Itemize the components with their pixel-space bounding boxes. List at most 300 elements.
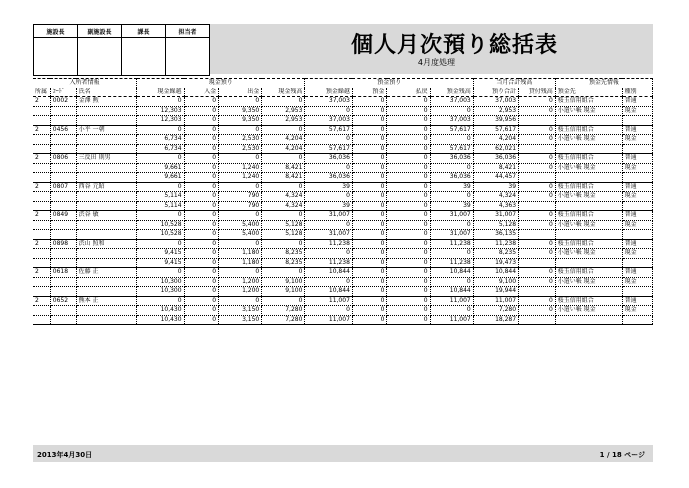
table-cell: 10,528 (137, 230, 184, 240)
table-cell: 31,007 (430, 230, 473, 240)
table-cell: 0 (305, 192, 352, 202)
table-cell (76, 106, 136, 116)
table-cell: 0 (387, 116, 430, 126)
table-cell: 0 (184, 306, 219, 316)
table-cell (50, 135, 76, 145)
table-cell: 4,324 (473, 192, 518, 202)
table-cell: 桜玉信用組合 (555, 182, 622, 192)
table-cell (622, 144, 652, 154)
table-row (33, 268, 653, 278)
table-cell: 2 (33, 182, 50, 192)
table-cell: 18,287 (473, 315, 518, 325)
table-cell: 12,303 (137, 106, 184, 116)
table-cell (76, 173, 136, 183)
table-cell: 31,007 (305, 230, 352, 240)
page-indicator: 1 / 18 ページ (599, 451, 645, 459)
table-cell (33, 306, 50, 316)
table-cell: 0 (352, 154, 387, 164)
table-cell (50, 192, 76, 202)
table-cell: 0 (387, 258, 430, 268)
table-cell: 57,617 (305, 144, 352, 154)
table-cell: 0 (352, 192, 387, 202)
table-cell: 0 (352, 125, 387, 135)
table-cell: 0 (219, 154, 262, 164)
table-cell: 0 (430, 220, 473, 230)
col-header: 預金 (352, 88, 387, 97)
table-cell: 36,135 (473, 230, 518, 240)
table-cell: 0 (137, 239, 184, 249)
table-cell: 8,421 (473, 163, 518, 173)
table-cell: 0 (184, 258, 219, 268)
table-cell: 9,661 (137, 173, 184, 183)
table-cell: 0 (219, 211, 262, 221)
table-cell: 0 (184, 230, 219, 240)
table-cell: 0 (519, 268, 556, 278)
table-cell: 三反田 則男 (76, 154, 136, 164)
table-cell: 62,021 (473, 144, 518, 154)
table-cell: 57,617 (430, 144, 473, 154)
table-cell (50, 106, 76, 116)
table-cell: 9,100 (473, 277, 518, 287)
table-cell: 4,363 (473, 201, 518, 211)
table-cell: 57,617 (305, 125, 352, 135)
table-cell (622, 315, 652, 325)
table-cell: 0 (387, 249, 430, 259)
table-cell: 桜玉信用組合 (555, 211, 622, 221)
table-cell (519, 116, 556, 126)
summary-table (33, 78, 653, 325)
table-cell: 桜玉信用組合 (555, 97, 622, 107)
table-cell (33, 144, 50, 154)
table-cell: 0 (352, 287, 387, 297)
table-cell: 0807 (50, 182, 76, 192)
table-cell: 0 (387, 125, 430, 135)
table-cell: 現金 (622, 135, 652, 145)
table-cell: 37,003 (305, 116, 352, 126)
table-cell: 2,530 (219, 144, 262, 154)
table-cell: 現金 (622, 220, 652, 230)
group-header-total: 当月合計残高 (473, 79, 555, 88)
table-cell: 0 (387, 268, 430, 278)
table-cell: 0 (184, 296, 219, 306)
table-cell: 0 (262, 97, 305, 107)
table-cell: 現金 (622, 106, 652, 116)
table-cell: 小遣い帳 現金 (555, 163, 622, 173)
table-cell: 0 (352, 97, 387, 107)
table-row (33, 230, 653, 240)
table-cell (519, 315, 556, 325)
table-cell: 0849 (50, 211, 76, 221)
col-header: 現金残高 (262, 88, 305, 97)
table-cell: 10,844 (473, 268, 518, 278)
table-cell: 普通 (622, 182, 652, 192)
table-cell: 小遣い帳 現金 (555, 135, 622, 145)
table-cell: 0 (387, 287, 430, 297)
table-cell (50, 201, 76, 211)
table-cell: 0 (352, 163, 387, 173)
table-row (33, 239, 653, 249)
stamp-label: 課長 (122, 25, 165, 38)
table-cell (33, 106, 50, 116)
table-cell: 37,003 (430, 97, 473, 107)
table-cell: 31,007 (305, 211, 352, 221)
table-cell: 0 (519, 277, 556, 287)
table-cell: 0 (352, 277, 387, 287)
table-cell: 1,200 (219, 287, 262, 297)
table-cell: 36,036 (305, 173, 352, 183)
table-cell: 0 (519, 97, 556, 107)
table-row (33, 277, 653, 287)
table-cell: 0 (430, 306, 473, 316)
table-cell: 0 (352, 268, 387, 278)
print-date: 2013年4月30日 (37, 451, 93, 459)
table-cell: 19,473 (473, 258, 518, 268)
table-cell: 44,457 (473, 173, 518, 183)
table-cell: 0 (387, 239, 430, 249)
table-cell: 10,844 (305, 268, 352, 278)
table-cell: 0 (184, 173, 219, 183)
table-cell: 8,421 (262, 163, 305, 173)
table-cell: 0 (387, 277, 430, 287)
table-cell: 普通 (622, 154, 652, 164)
table-cell (50, 173, 76, 183)
table-cell: 9,100 (262, 277, 305, 287)
table-row (33, 154, 653, 164)
col-header: 預金繰越 (305, 88, 352, 97)
title-bar (210, 24, 653, 74)
col-header: 所属 (33, 88, 50, 97)
table-cell: 11,238 (430, 258, 473, 268)
table-cell: 桜玉信用組合 (555, 239, 622, 249)
table-cell: 36,036 (473, 154, 518, 164)
table-cell: 桜玉信用組合 (555, 268, 622, 278)
table-cell: 36,036 (430, 154, 473, 164)
table-cell: 0 (352, 296, 387, 306)
table-cell: 10,844 (430, 287, 473, 297)
table-cell: 0 (519, 182, 556, 192)
table-cell: 普通 (622, 296, 652, 306)
table-cell: 0 (137, 97, 184, 107)
table-cell (50, 230, 76, 240)
table-cell: 0 (430, 249, 473, 259)
approval-stamp-box (33, 24, 210, 76)
table-cell: 0 (519, 211, 556, 221)
table-cell: 10,430 (137, 306, 184, 316)
table-cell (33, 277, 50, 287)
table-cell: 10,528 (137, 220, 184, 230)
table-cell: 0 (519, 239, 556, 249)
table-cell: 0 (219, 296, 262, 306)
table-row (33, 315, 653, 325)
table-cell (555, 258, 622, 268)
table-cell (33, 163, 50, 173)
table-cell: 2 (33, 296, 50, 306)
table-cell: 0 (137, 296, 184, 306)
table-cell (555, 287, 622, 297)
table-cell: 2 (33, 125, 50, 135)
table-cell: 39 (430, 201, 473, 211)
table-cell (50, 287, 76, 297)
table-cell: 4,324 (262, 192, 305, 202)
table-cell: 6,734 (137, 144, 184, 154)
table-cell: 9,100 (262, 287, 305, 297)
table-cell: 2 (33, 154, 50, 164)
table-cell (76, 116, 136, 126)
col-header: 現金繰越 (137, 88, 184, 97)
table-cell: 790 (219, 192, 262, 202)
table-cell: 6,734 (137, 135, 184, 145)
table-cell: 0 (430, 192, 473, 202)
table-cell: 2,953 (473, 106, 518, 116)
table-cell: 0 (387, 230, 430, 240)
table-cell: 3,150 (219, 315, 262, 325)
table-cell: 0 (519, 106, 556, 116)
table-cell (76, 315, 136, 325)
table-cell: 37,003 (305, 97, 352, 107)
table-cell: 0652 (50, 296, 76, 306)
table-cell: 5,400 (219, 220, 262, 230)
table-cell: 0 (184, 220, 219, 230)
table-cell: 9,350 (219, 106, 262, 116)
table-cell (622, 287, 652, 297)
table-cell: 5,400 (219, 230, 262, 240)
table-cell (555, 173, 622, 183)
table-cell (50, 315, 76, 325)
table-cell: 39 (430, 182, 473, 192)
table-cell (622, 116, 652, 126)
table-cell: 現金 (622, 277, 652, 287)
table-cell (76, 230, 136, 240)
table-cell: 9,415 (137, 249, 184, 259)
table-cell: 0 (352, 106, 387, 116)
table-cell (33, 287, 50, 297)
table-cell (33, 116, 50, 126)
table-cell: 普通 (622, 97, 652, 107)
table-cell: 0 (387, 135, 430, 145)
table-cell: 0 (387, 173, 430, 183)
table-cell: 0 (184, 192, 219, 202)
table-cell: 11,007 (430, 315, 473, 325)
stamp-column (34, 25, 78, 75)
table-cell: 0 (262, 211, 305, 221)
table-cell: 0 (262, 268, 305, 278)
table-cell: 8,235 (473, 249, 518, 259)
table-cell: 2 (33, 268, 50, 278)
table-cell: 0 (219, 239, 262, 249)
table-cell: 0 (352, 173, 387, 183)
table-cell: 0 (387, 220, 430, 230)
table-cell: 2 (33, 239, 50, 249)
table-cell (76, 163, 136, 173)
table-cell: 桜玉信用組合 (555, 154, 622, 164)
table-cell (33, 249, 50, 259)
table-cell: 2,530 (219, 135, 262, 145)
table-cell: 現金 (622, 163, 652, 173)
table-cell: 桜玉信用組合 (555, 296, 622, 306)
table-cell: 0 (519, 192, 556, 202)
table-cell: 2,953 (262, 106, 305, 116)
table-cell: 0 (519, 249, 556, 259)
table-cell: 0 (352, 230, 387, 240)
table-cell: 金澤 勲 (76, 97, 136, 107)
table-cell: 5,114 (137, 201, 184, 211)
table-cell: 4,324 (262, 201, 305, 211)
table-cell (76, 287, 136, 297)
table-cell: 0 (387, 106, 430, 116)
table-cell: 11,007 (305, 296, 352, 306)
table-cell (76, 249, 136, 259)
table-cell: 0 (387, 182, 430, 192)
table-cell (76, 306, 136, 316)
table-cell: 0 (352, 249, 387, 259)
table-cell: 0 (387, 163, 430, 173)
group-header-deposit: 預金預り (305, 79, 473, 88)
stamp-label: 副施設長 (78, 25, 121, 38)
table-cell: 0 (305, 163, 352, 173)
table-cell: 11,007 (430, 296, 473, 306)
table-cell: 渋山 照和 (76, 239, 136, 249)
table-cell (33, 230, 50, 240)
table-cell (76, 277, 136, 287)
stamp-label: 担当者 (166, 25, 209, 38)
table-cell: 0 (519, 306, 556, 316)
table-cell: 0 (387, 154, 430, 164)
table-row (33, 287, 653, 297)
table-cell (555, 315, 622, 325)
table-cell: 11,007 (473, 296, 518, 306)
table-cell: 0 (184, 125, 219, 135)
table-cell: 0618 (50, 268, 76, 278)
table-cell: 7,280 (262, 315, 305, 325)
table-cell (50, 277, 76, 287)
table-cell: 0 (219, 125, 262, 135)
table-cell: 37,003 (473, 97, 518, 107)
table-cell: 0002 (50, 97, 76, 107)
table-cell: 5,114 (137, 192, 184, 202)
table-cell: 0 (352, 201, 387, 211)
table-cell: 0 (262, 182, 305, 192)
page-subtitle: 4月度処理 (417, 58, 455, 67)
table-cell (50, 306, 76, 316)
table-cell: 0 (137, 182, 184, 192)
col-header: 預り合計 (473, 88, 518, 97)
table-cell: 0 (430, 163, 473, 173)
table-cell: 57,617 (473, 125, 518, 135)
table-cell (50, 258, 76, 268)
table-cell: 39 (473, 182, 518, 192)
table-cell: 0 (262, 125, 305, 135)
table-row (33, 116, 653, 126)
table-cell: 小遣い帳 現金 (555, 106, 622, 116)
table-cell: 10,844 (305, 287, 352, 297)
col-header: 預金先 (555, 88, 622, 97)
table-cell (50, 116, 76, 126)
table-cell: 36,036 (305, 154, 352, 164)
table-cell: 0 (519, 220, 556, 230)
col-header: ｺｰﾄﾞ (50, 88, 76, 97)
table-row (33, 306, 653, 316)
table-cell: 0 (387, 97, 430, 107)
table-cell: 31,007 (430, 211, 473, 221)
table-cell (33, 192, 50, 202)
table-cell: 普通 (622, 125, 652, 135)
table-cell: 0 (184, 163, 219, 173)
table-cell: 11,238 (430, 239, 473, 249)
table-cell: 10,300 (137, 287, 184, 297)
stamp-column (78, 25, 122, 75)
table-cell (555, 144, 622, 154)
table-cell: 0 (262, 239, 305, 249)
table-cell: 0 (137, 125, 184, 135)
table-cell: 小遣い帳 現金 (555, 192, 622, 202)
table-cell: 7,280 (262, 306, 305, 316)
table-cell: 0 (387, 306, 430, 316)
table-cell: 0 (184, 287, 219, 297)
table-cell: 790 (219, 201, 262, 211)
table-cell: 0 (519, 296, 556, 306)
table-row (33, 135, 653, 145)
table-cell: 小遣い帳 現金 (555, 306, 622, 316)
table-cell: 0 (262, 296, 305, 306)
table-cell: 11,238 (305, 239, 352, 249)
table-cell: 渋谷 敏 (76, 211, 136, 221)
table-cell: 熊本 正 (76, 296, 136, 306)
table-cell: 0 (352, 258, 387, 268)
table-cell: 0 (184, 106, 219, 116)
table-cell: 0 (262, 154, 305, 164)
table-cell: 9,350 (219, 116, 262, 126)
table-cell (519, 201, 556, 211)
table-cell (555, 230, 622, 240)
table-cell (50, 220, 76, 230)
group-header-resident: 入所者情報 (33, 79, 137, 88)
table-cell: 0 (519, 135, 556, 145)
table-cell: 0 (387, 315, 430, 325)
table-cell: 5,128 (473, 220, 518, 230)
table-cell: 0 (184, 211, 219, 221)
table-cell (76, 201, 136, 211)
table-cell: 小遣い帳 現金 (555, 220, 622, 230)
table-cell: 0 (430, 135, 473, 145)
table-cell: 8,235 (262, 258, 305, 268)
table-cell: 10,844 (430, 268, 473, 278)
table-cell: 0 (219, 268, 262, 278)
table-cell: 0 (137, 211, 184, 221)
table-cell: 0 (352, 239, 387, 249)
table-cell (76, 192, 136, 202)
table-cell (50, 249, 76, 259)
stamp-column (122, 25, 166, 75)
table-cell: 11,238 (305, 258, 352, 268)
table-cell: 4,204 (262, 135, 305, 145)
table-cell (33, 135, 50, 145)
table-cell: 1,240 (219, 173, 262, 183)
table-cell: 普通 (622, 211, 652, 221)
table-cell: 8,235 (262, 249, 305, 259)
table-cell: 0 (219, 97, 262, 107)
table-cell: 7,280 (473, 306, 518, 316)
table-cell (519, 287, 556, 297)
table-cell: 0 (305, 135, 352, 145)
table-cell: 10,430 (137, 315, 184, 325)
table-cell: 2,953 (262, 116, 305, 126)
table-cell: 小平 一朝 (76, 125, 136, 135)
table-cell: 0 (387, 296, 430, 306)
col-header: 出金 (219, 88, 262, 97)
table-cell (622, 201, 652, 211)
table-cell (50, 163, 76, 173)
table-cell (76, 220, 136, 230)
